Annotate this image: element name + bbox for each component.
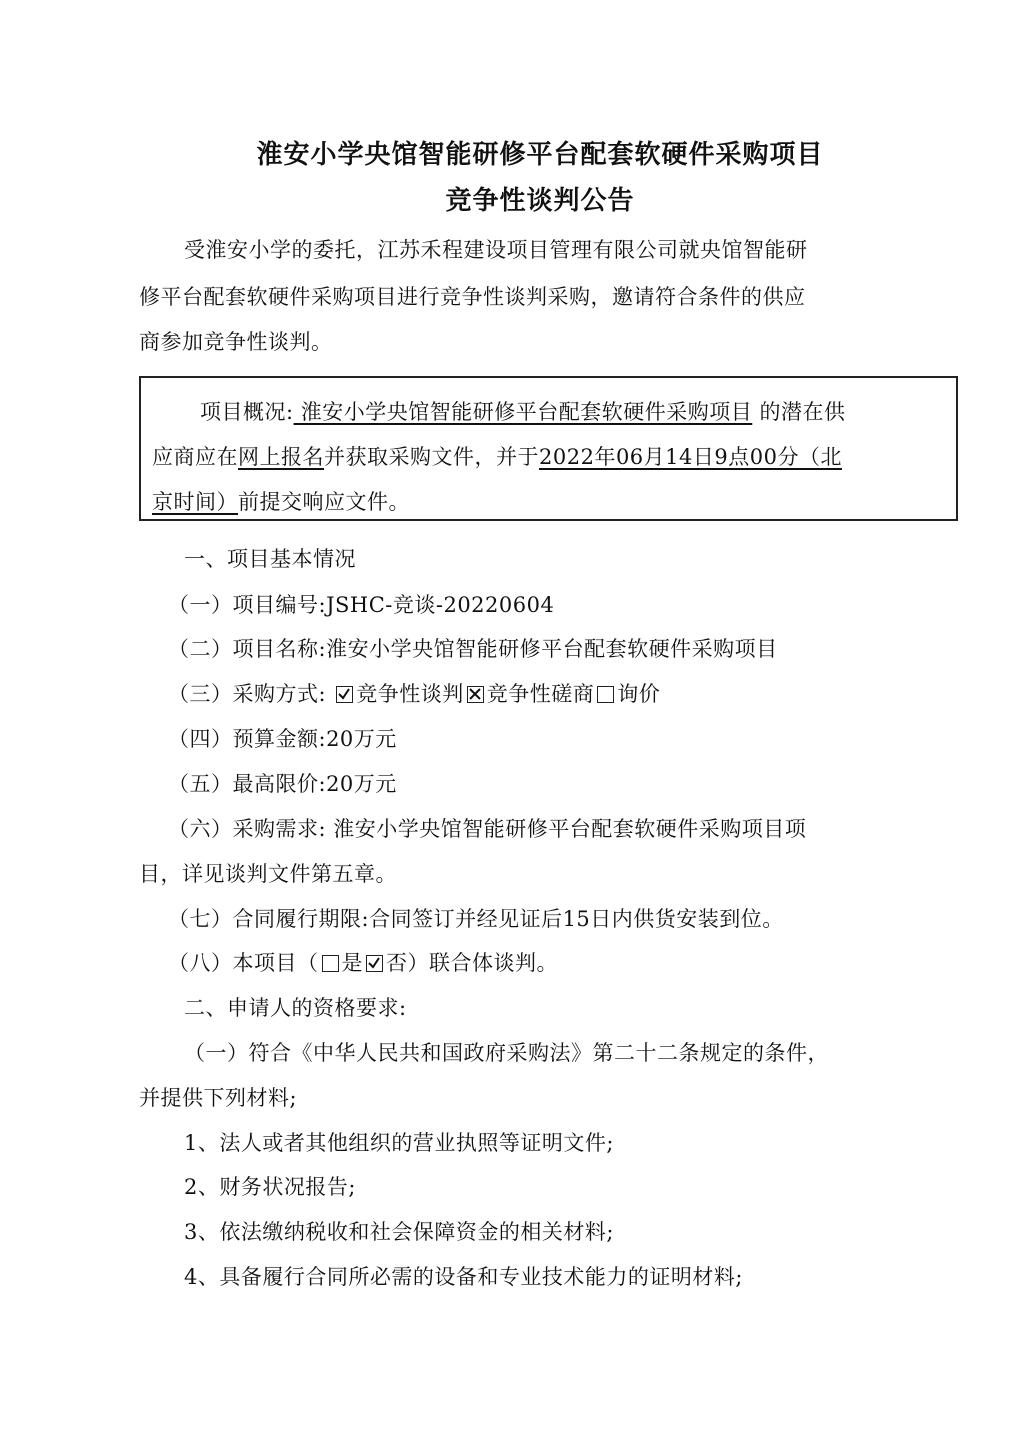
- intro-line-3: 商参加竞争性谈判。: [139, 330, 333, 354]
- intro-line-1: 受淮安小学的委托，江苏禾程建设项目管理有限公司就央馆智能研: [184, 238, 808, 262]
- option-negotiation: 竞争性谈判: [356, 682, 464, 706]
- overview-line-2: [152, 443, 842, 471]
- overview-text: 应商应在: [152, 445, 238, 469]
- consortium-yes-checkbox[interactable]: [322, 955, 339, 972]
- option-inquiry: 询价: [617, 682, 661, 706]
- budget: （四）预算金额:20万元: [168, 727, 397, 751]
- max-price: （五）最高限价:20万元: [168, 772, 397, 796]
- overview-text: 前提交响应文件。: [238, 490, 410, 514]
- overview-text: 并获取采购文件，并于: [324, 445, 539, 469]
- section2-heading: 二、申请人的资格要求:: [184, 996, 407, 1020]
- option-no: 否）联合体谈判。: [386, 951, 558, 975]
- overview-label: 项目概况:: [200, 400, 294, 424]
- material-4: 4、具备履行合同所必需的设备和专业技术能力的证明材料;: [184, 1265, 743, 1289]
- overview-project-name: 淮安小学央馆智能研修平台配套软硬件采购项目: [293, 400, 753, 424]
- project-name: （二）项目名称:淮安小学央馆智能研修平台配套软硬件采购项目: [168, 637, 778, 661]
- requirement-1-cont: 并提供下列材料;: [139, 1086, 298, 1110]
- overview-line-3: [152, 488, 410, 516]
- option-yes: 是: [341, 951, 363, 975]
- consortium: [168, 949, 558, 977]
- section1-heading: 一、项目基本情况: [184, 547, 356, 571]
- negotiation-checkbox[interactable]: [336, 686, 353, 703]
- document-subtitle: 竞争性谈判公告: [445, 186, 635, 216]
- overview-text: 的潜在供: [752, 400, 846, 424]
- contract-period: （七）合同履行期限:合同签订并经见证后15日内供货安装到位。: [168, 907, 784, 931]
- procurement-method-label: （三）采购方式:: [168, 682, 327, 706]
- consortium-label: （八）本项目（: [168, 951, 319, 975]
- intro-line-2: 修平台配套软硬件采购项目进行竞争性谈判采购，邀请符合条件的供应: [139, 285, 806, 309]
- consortium-no-checkbox[interactable]: [366, 955, 383, 972]
- option-consultation: 竞争性磋商: [486, 682, 595, 706]
- material-3: 3、依法缴纳税收和社会保障资金的相关材料;: [184, 1220, 614, 1244]
- project-number: （一）项目编号:JSHC-竞谈-20220604: [168, 593, 555, 617]
- document-title: 淮安小学央馆智能研修平台配套软硬件采购项目: [256, 140, 824, 170]
- material-2: 2、财务状况报告;: [184, 1175, 356, 1199]
- consultation-checkbox[interactable]: [467, 686, 484, 703]
- deadline: 2022年06月14日9点00分（北: [539, 445, 842, 469]
- requirement-1: （一）符合《中华人民共和国政府采购法》第二十二条规定的条件，: [184, 1041, 829, 1065]
- register-link[interactable]: 网上报名: [238, 445, 324, 469]
- procurement-method: [168, 680, 660, 708]
- procurement-requirement: （六）采购需求: 淮安小学央馆智能研修平台配套软硬件采购项目项: [168, 817, 807, 841]
- procurement-requirement-cont: 目，详见谈判文件第五章。: [139, 862, 397, 886]
- material-1: 1、法人或者其他组织的营业执照等证明文件;: [184, 1131, 614, 1155]
- inquiry-checkbox[interactable]: [597, 686, 614, 703]
- overview-line-1: [200, 398, 845, 426]
- deadline-timezone: 京时间）: [152, 490, 238, 514]
